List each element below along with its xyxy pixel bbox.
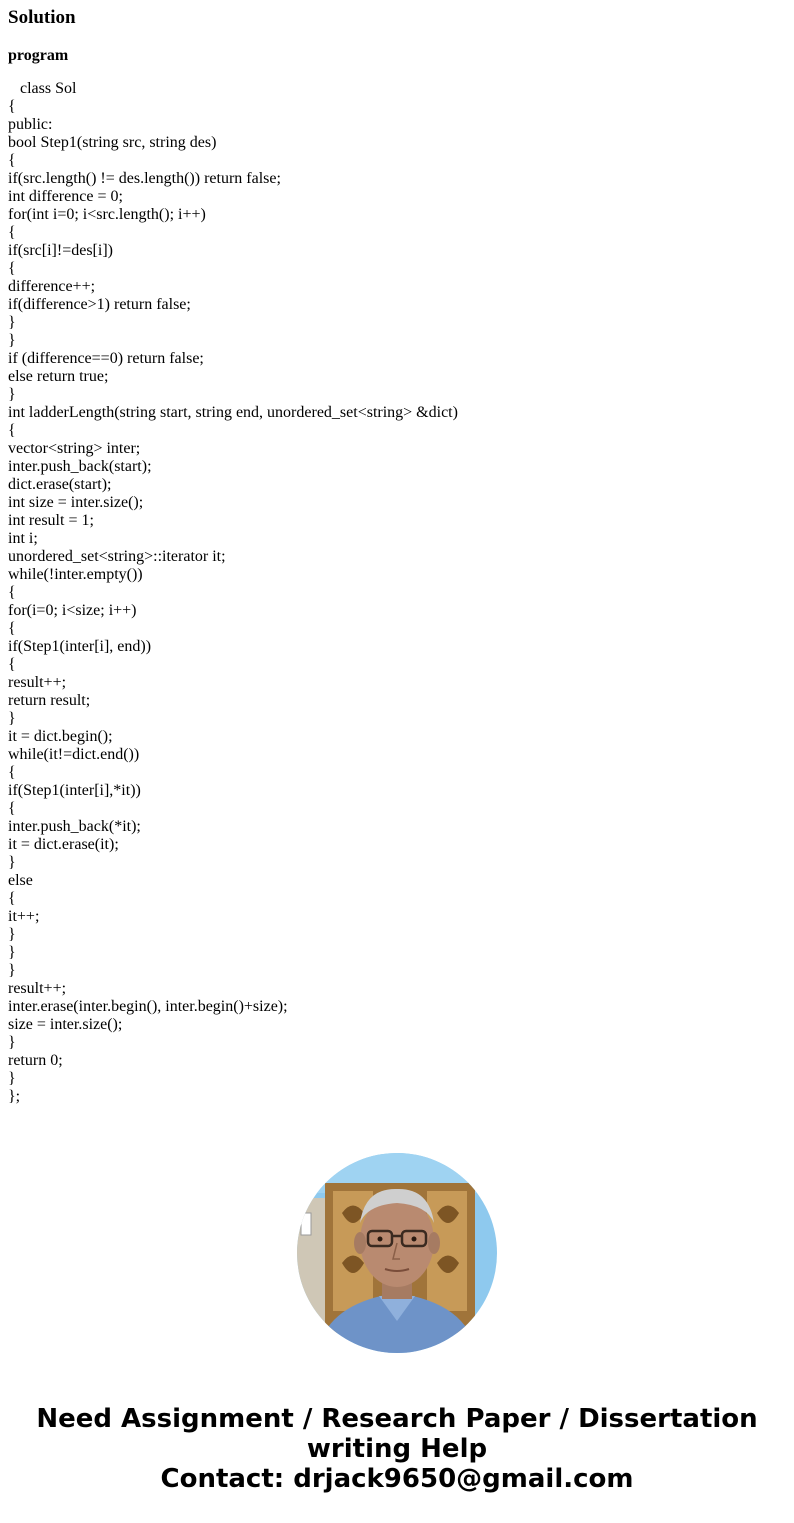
promo-contact: Contact: drjack9650@gmail.com — [160, 1464, 634, 1494]
program-subheading: program — [8, 47, 69, 64]
code-line: { — [8, 584, 16, 601]
code-line: } — [8, 854, 16, 871]
code-line: inter.erase(inter.begin(), inter.begin()+size); — [8, 998, 288, 1015]
code-line: }; — [8, 1088, 21, 1105]
code-line: result++; — [8, 980, 67, 997]
code-line: { — [8, 260, 16, 277]
code-line: { — [8, 422, 16, 439]
code-line: inter.push_back(*it); — [8, 818, 141, 835]
code-line: { — [8, 764, 16, 781]
code-line: } — [8, 1034, 16, 1051]
code-line: for(int i=0; i<src.length(); i++) — [8, 206, 206, 223]
code-line: result++; — [8, 674, 67, 691]
code-line: if(src[i]!=des[i]) — [8, 242, 113, 259]
code-line: while(!inter.empty()) — [8, 566, 143, 583]
code-line: while(it!=dict.end()) — [8, 746, 140, 763]
code-line: int i; — [8, 530, 38, 547]
code-line: { — [8, 620, 16, 637]
code-line: } — [8, 332, 16, 349]
promo-banner — [0, 1404, 794, 1494]
code-line: it++; — [8, 908, 40, 925]
code-line: if(difference>1) return false; — [8, 296, 191, 313]
code-line: int size = inter.size(); — [8, 494, 144, 511]
code-line: int result = 1; — [8, 512, 94, 529]
solution-heading: Solution — [8, 7, 76, 28]
code-line: public: — [8, 116, 53, 133]
code-line: it = dict.begin(); — [8, 728, 113, 745]
code-line: int ladderLength(string start, string end, unordered_set<string> &dict) — [8, 404, 458, 421]
code-line: int difference = 0; — [8, 188, 123, 205]
promo-headline: Need Assignment / Research Paper / Dissertation — [36, 1404, 758, 1434]
code-line: { — [8, 800, 16, 817]
code-line: { — [8, 656, 16, 673]
code-line: bool Step1(string src, string des) — [8, 134, 217, 151]
code-line: return result; — [8, 692, 91, 709]
code-line: vector<string> inter; — [8, 440, 141, 457]
code-line: { — [8, 890, 16, 907]
promo-headline-cont: writing Help — [306, 1434, 488, 1464]
code-line: { — [8, 98, 16, 115]
code-line: dict.erase(start); — [8, 476, 112, 493]
code-line: return 0; — [8, 1052, 63, 1069]
code-line: it = dict.erase(it); — [8, 836, 119, 853]
code-line: { — [8, 224, 16, 241]
code-line: if(src.length() != des.length()) return false; — [8, 170, 281, 187]
code-line: } — [8, 386, 16, 403]
code-line: } — [8, 944, 16, 961]
code-line: } — [8, 1070, 16, 1087]
code-line: } — [8, 926, 16, 943]
author-photo-illustration — [297, 1153, 497, 1353]
code-line: if (difference==0) return false; — [8, 350, 204, 367]
code-line: } — [8, 962, 16, 979]
code-line: if(Step1(inter[i],*it)) — [8, 782, 141, 799]
code-line: unordered_set<string>::iterator it; — [8, 548, 226, 565]
code-line: } — [8, 710, 16, 727]
code-line: difference++; — [8, 278, 96, 295]
document-page — [8, 0, 786, 1106]
code-line: else return true; — [8, 368, 109, 385]
code-line: { — [8, 152, 16, 169]
code-line: else — [8, 872, 33, 889]
code-line: size = inter.size(); — [8, 1016, 123, 1033]
code-line: } — [8, 314, 16, 331]
code-line: for(i=0; i<size; i++) — [8, 602, 137, 619]
code-line: class Sol — [8, 80, 77, 97]
code-block — [8, 80, 786, 1106]
code-line: if(Step1(inter[i], end)) — [8, 638, 152, 655]
code-line: inter.push_back(start); — [8, 458, 152, 475]
author-avatar — [297, 1153, 497, 1353]
